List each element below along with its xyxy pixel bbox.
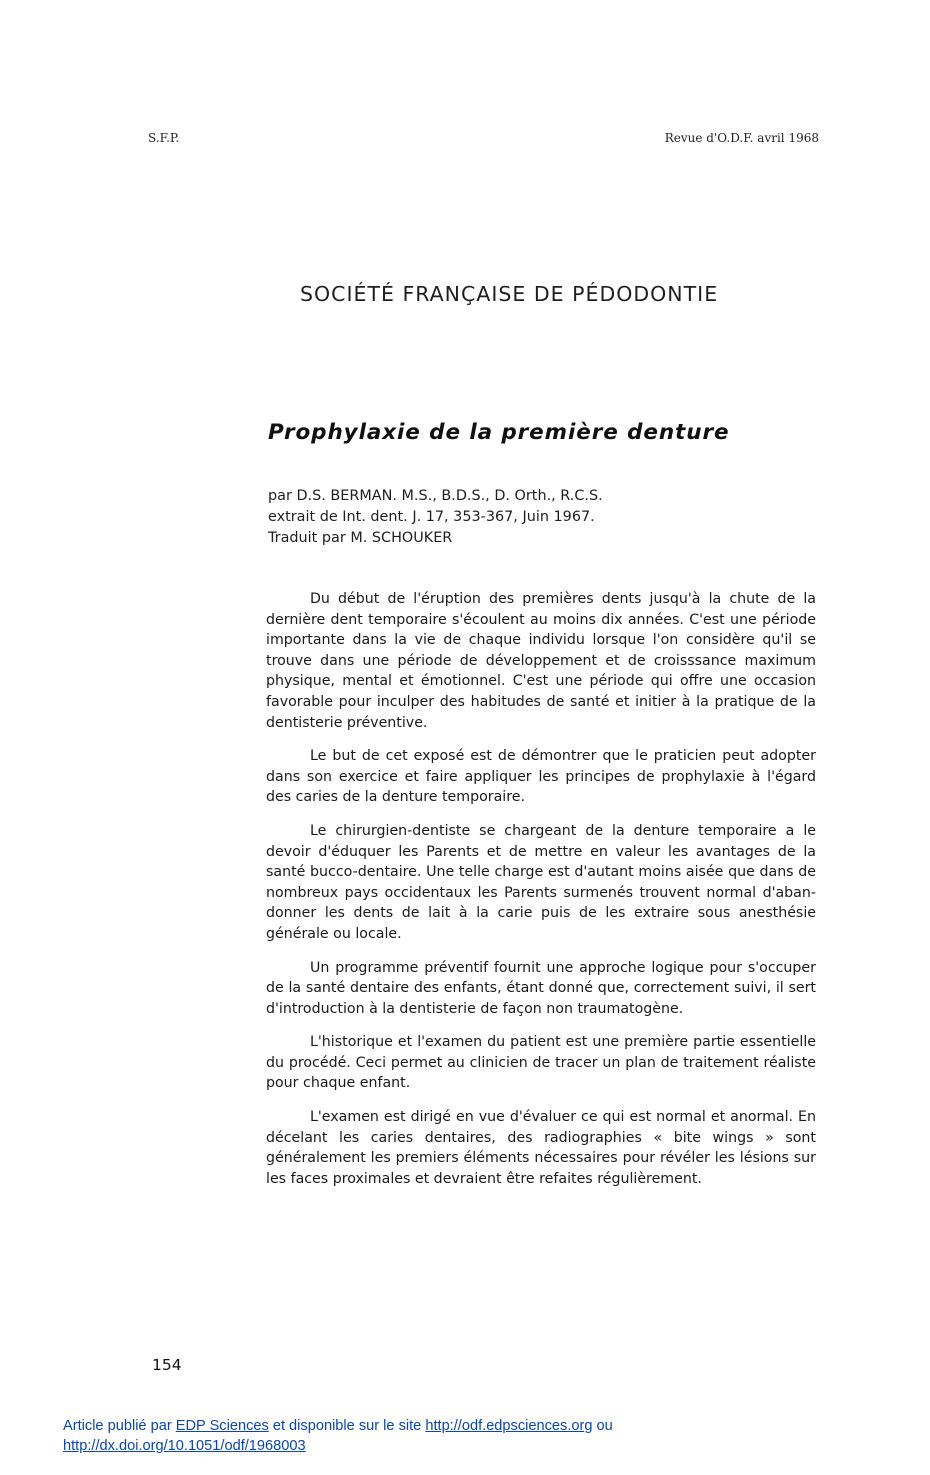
- byline: [268, 486, 828, 549]
- doi-link[interactable]: http://dx.doi.org/10.1051/odf/1968003: [63, 1438, 306, 1454]
- paragraph: Le but de cet exposé est de démontrer que le praticien peut adopter dans son exercice et faire appliquer les principes de prophylaxie à l'égard des caries de la denture temporaire.: [266, 748, 816, 806]
- footer-prefix: Article publié par: [63, 1418, 176, 1434]
- paragraph: Le chirurgien-dentiste se chargeant de la denture temporaire a le devoir d'éduquer les Parents et de mettre en valeur les avantages de la santé bucco-dentaire. Une telle charge est d'autant moins aisée que dans de nombreux pays occidentaux les Parents surmenés trouvent normal d'abandonner les dents de lait à la carie puis de les extraire sous anesthésie générale ou locale.: [266, 822, 816, 942]
- paragraph: L'historique et l'examen du patient est une première partie essentielle du procédé. Ceci permet au clinicien de tracer un plan de traitement réaliste pour chaque enfant.: [266, 1034, 816, 1092]
- publisher-link[interactable]: EDP Sciences: [175, 1418, 269, 1434]
- publisher-footer: [63, 1416, 883, 1456]
- page-number: 154: [152, 1356, 182, 1374]
- paragraph: L'examen est dirigé en vue d'évaluer ce qui est normal et anormal. En décelant les caries dentaires, des radiographies « bite wings » sont généralement les premiers éléments nécessaires pour révéler les lésions sur les faces proximales et devraient être refaites régulièrement.: [266, 1109, 816, 1187]
- article-body: [266, 589, 816, 1202]
- running-head-right: Revue d'O.D.F. avril 1968: [664, 131, 819, 145]
- society-heading: SOCIÉTÉ FRANÇAISE DE PÉDODONTIE: [300, 282, 719, 306]
- author-line: par D.S. BERMAN. M.S., B.D.S., D. Orth., R.C.S.: [268, 488, 603, 504]
- site-link[interactable]: http://odf.edpsciences.org: [425, 1418, 593, 1434]
- footer-middle: et disponible sur le site: [268, 1418, 426, 1434]
- article-title: Prophylaxie de la première denture: [268, 420, 730, 445]
- paragraph: Un programme préventif fournit une approche logique pour s'occuper de la santé dentaire des enfants, étant donné que, correctement suivi, il sert d'introduction à la dentisterie de façon non traumatogène.: [266, 959, 816, 1017]
- translator-line: Traduit par M. SCHOUKER: [268, 530, 453, 546]
- paragraph: Du début de l'éruption des premières dents jusqu'à la chute de la dernière dent temporaire s'écoulent au moins dix années. C'est une période importante dans la vie de chaque individu lorsque l'on considère qu'il se trouve dans une période de développement et de croisssance maximum physique, mental et émotionnel. C'est une période qui offre une occasion favorable pour inculper des habitudes de santé et initier à la pratique de la dentisterie préventive.: [266, 591, 816, 731]
- running-head-left: S.F.P.: [148, 131, 180, 145]
- footer-suffix: ou: [592, 1418, 613, 1434]
- source-line: extrait de Int. dent. J. 17, 353-367, Juin 1967.: [268, 509, 595, 525]
